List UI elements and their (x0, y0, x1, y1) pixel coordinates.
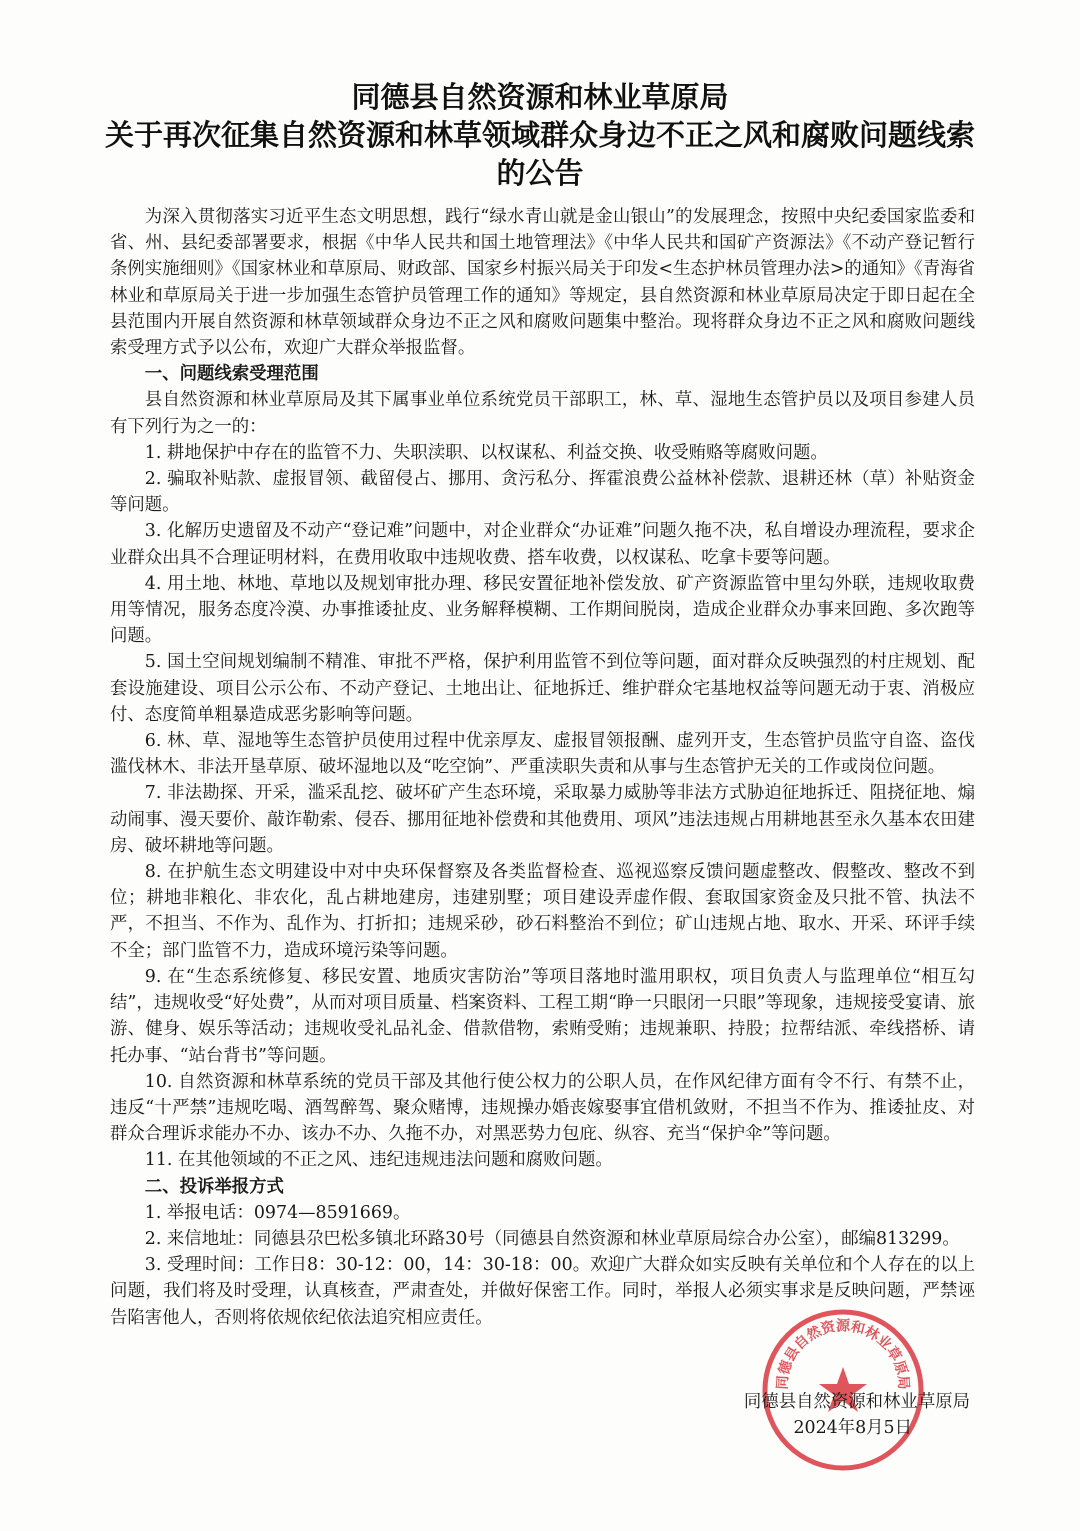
scope-item: 2. 骗取补贴款、虚报冒领、截留侵占、挪用、贪污私分、挥霍浪费公益林补偿款、退耕还林（草）补贴资金等问题。 (110, 469, 975, 516)
scope-item: 5. 国土空间规划编制不精准、审批不严格，保护利用监管不到位等问题，面对群众反映强烈的村庄规划、配套设施建设、项目公示公布、不动产登记、土地出让、征地拆迁、维护群众宅基地权益等问题无动于衷、消极应付、态度简单粗暴造成恶劣影响等问题。 (110, 652, 975, 725)
scope-item: 11. 在其他领域的不正之风、违纪违规违法问题和腐败问题。 (144, 1150, 613, 1171)
seal-text-path: 同德县自然资源和林业草原局 (774, 1318, 912, 1391)
scope-item: 6. 林、草、湿地等生态管护员使用过程中优亲厚友、虚报冒领报酬、虚列开支，生态管护员监守自盗、盗伐滥伐林木、非法开垦草原、破坏湿地以及“吃空饷”、严重渎职失责和从事与生态管护无关的工作或岗位问题。 (110, 731, 975, 778)
scope-item: 8. 在护航生态文明建设中对中央环保督察及各类监督检查、巡视巡察反馈问题虚整改、假整改、整改不到位；耕地非粮化、非农化，乱占耕地建房，违建别墅；项目建设弄虚作假、套取国家资金及只批不管、执法不严，不担当、不作为、乱作为、打折扣；违规采砂，砂石料整治不到位；矿山违规占地、取水、开采、环评手续不全；部门监管不力，造成环境污染等问题。 (110, 862, 975, 961)
document-body (110, 204, 975, 1331)
report-hours: 3. 受理时间：工作日8：30-12：00，14：30-18：00。欢迎广大群众如实反映有关单位和个人存在的以上问题，我们将及时受理，认真核查，严肃查处，并做好保密工作。同时，举报人必须实事求是反映问题，严禁诬告陷害他人，否则将依规依纪依法追究相应责任。 (110, 1255, 975, 1328)
report-phone: 1. 举报电话：0974—8591669。 (144, 1202, 411, 1223)
section-heading-report: 二、投诉举报方式 (144, 1176, 284, 1197)
scope-item: 4. 用土地、林地、草地以及规划审批办理、移民安置征地补偿发放、矿产资源监管中里勾外联，违规收取费用等情况，服务态度冷漠、办事推诿扯皮、业务解释模糊、工作期间脱岗，造成企业群众办事来回跑、多次跑等问题。 (110, 573, 975, 647)
scope-item: 9. 在“生态系统修复、移民安置、地质灾害防治”等项目落地时滥用职权，项目负责人与监理单位“相互勾结”，违规收受“好处费”，从而对项目质量、档案资料、工程工期“睁一只眼闭一只眼”等现象，违规接受宴请、旅游、健身、娱乐等活动；违规收受礼品礼金、借款借物，索贿受贿；违规兼职、持股；拉帮结派、牵线搭桥、请托办事、“站台背书”等问题。 (110, 966, 975, 1066)
signature-organization: 同德县自然资源和林业草原局 (743, 1392, 970, 1412)
scope-item: 1. 耕地保护中存在的监管不力、失职渎职、以权谋私、利益交换、收受贿赂等腐败问题。 (144, 442, 828, 463)
scope-item: 10. 自然资源和林草系统的党员干部及其他行使公权力的公职人员，在作风纪律方面有令不行、有禁不止，违反“十严禁”违规吃喝、酒驾醉驾、聚众赌博，违规操办婚丧嫁娶事宜借机敛财，不担当不作为、推诿扯皮、对群众合理诉求能办不办、该办不办、久拖不办，对黑恶势力包庇、纵容、充当“保护伞”等问题。 (110, 1071, 975, 1145)
section-scope-intro: 县自然资源和林业草原局及其下属事业单位系统党员干部职工，林、草、湿地生态管护员以及项目参建人员有下列行为之一的： (110, 390, 975, 437)
title-line-3: 的公告 (496, 156, 584, 190)
report-address: 2. 来信地址：同德县尕巴松多镇北环路30号（同德县自然资源和林业草原局综合办公室），邮编813299。 (144, 1228, 960, 1249)
intro-paragraph: 为深入贯彻落实习近平生态文明思想，践行“绿水青山就是金山银山”的发展理念，按照中央纪委国家监委和省、州、县纪委部署要求，根据《中华人民共和国土地管理法》《中华人民共和国矿产资源法》《不动产登记暂行条例实施细则》《国家林业和草原局、财政部、国家乡村振兴局关于印发<生态护林员管理办法>的通知》《青海省林业和草原局关于进一步加强生态管护员管理工作的通知》等规定，县自然资源和林业草原局决定于即日起在全县范围内开展自然资源和林草领域群众身边不正之风和腐败问题集中整治。现将群众身边不正之风和腐败问题线索受理方式予以公布，欢迎广大群众举报监督。 (110, 207, 975, 359)
title-line-2: 关于再次征集自然资源和林草领域群众身边不正之风和腐败问题线索 (104, 118, 975, 152)
scope-item: 7. 非法勘探、开采，滥采乱挖、破坏矿产生态环境，采取暴力威胁等非法方式胁迫征地拆迁、阻挠征地、煽动闹事、漫天要价、敲诈勒索、侵吞、挪用征地补偿费和其他费用、项风”违法违规占用耕地甚至永久基本农田建房、破坏耕地等问题。 (110, 783, 975, 856)
document-title (100, 78, 980, 192)
scope-item: 3. 化解历史遗留及不动产“登记难”问题中，对企业群众“办证难”问题久拖不决，私自增设办理流程，要求企业群众出具不合理证明材料，在费用收取中违规收费、搭车收费，以权谋私、吃拿卡要等问题。 (110, 521, 975, 568)
signature-date: 2024年8月5日 (793, 1418, 912, 1438)
section-heading-scope: 一、问题线索受理范围 (144, 364, 319, 385)
title-line-1: 同德县自然资源和林业草原局 (351, 80, 729, 114)
